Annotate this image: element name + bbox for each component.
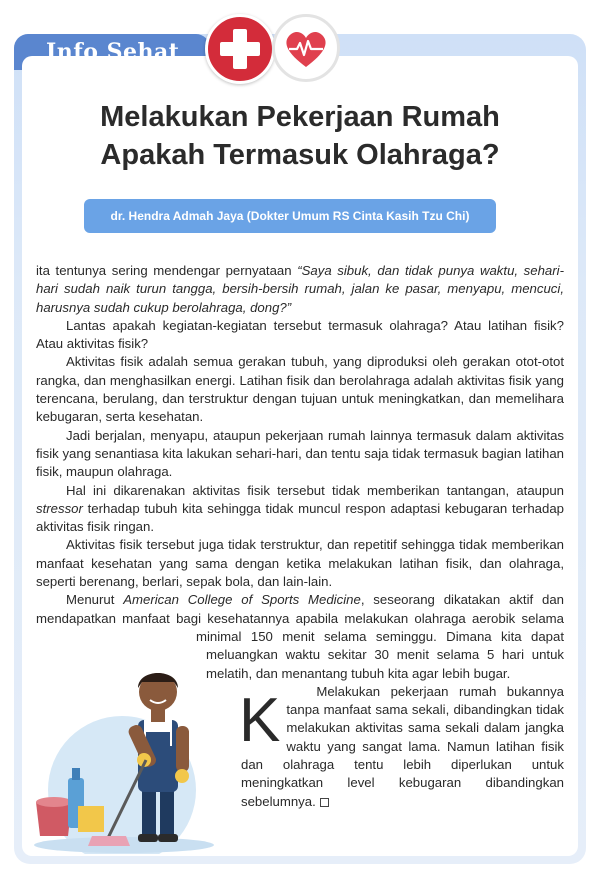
medical-cross-icon bbox=[205, 14, 275, 84]
paragraph-5: Hal ini dikarenakan aktivitas fisik tersebut tidak memberikan tantangan, ataupun stressor terhadap tubuh kita sehingga tidak muncul respon adaptasi kebugaran terhadap aktivitas fisik ringan. bbox=[36, 482, 564, 535]
quote: “Saya sibuk, dan tidak punya waktu, sehari-hari sudah naik turun tangga, bersih-bersih rumah, jalan ke pasar, menyapu, mencuci, harusnya sudah cukup berolahraga, dong?” bbox=[36, 263, 564, 315]
section-label: Info Sehat bbox=[46, 39, 180, 65]
end-mark-icon bbox=[320, 798, 329, 807]
paragraph-2: Lantas apakah kegiatan-kegiatan tersebut termasuk olahraga? Atau latihan fisik? Atau aktivitas fisik? bbox=[36, 317, 564, 352]
paragraph-3: Aktivitas fisik adalah semua gerakan tubuh, yang diproduksi oleh gerakan otot-otot rangka, dan menghasilkan energi. Latihan fisik dan berolahraga adalah aktivitas fisik yang terencana, berulang, dan terstruktur dengan tujuan untuk meningkatkan, dan memelihara kebugaran, serta kesehatan. bbox=[36, 354, 564, 425]
paragraph-6: Aktivitas fisik tersebut juga tidak terstruktur, dan repetitif sehingga tidak memberikan manfaat kesehatan yang sama dengan ketika melakukan latihan fisik, dan olahraga, seperti berenang, berlari, sepak bola, dan lain-lain. bbox=[36, 537, 564, 590]
paragraph-7: Menurut American College of Sports Medicine, seseorang dikatakan aktif dan mendapatkan manfaat bagi kesehatannya apabila melakukan olahraga aerobik selama minimal 150 menit selama seminggu. Dimana kita dapat meluangkan waktu sekitar 30 menit selama 5 hari untuk melatih, dan menantang tubuh kita agar lebih bugar. bbox=[36, 592, 564, 681]
paragraph-4: Jadi berjalan, menyapu, ataupun pekerjaan rumah lainnya termasuk dalam aktivitas fisik yang senantiasa kita lakukan sehari-hari, dan tentu saja tidak termasuk bagian latihan fisik, maupun olahraga. bbox=[36, 427, 564, 480]
article-title bbox=[30, 98, 570, 174]
title-line-2: Apakah Termasuk Olahraga? bbox=[100, 139, 500, 171]
heart-pulse-icon bbox=[272, 14, 340, 82]
paragraph-1: K ita tentunya sering mendengar pernyataan “Saya sibuk, dan tidak punya waktu, sehari-hari sudah naik turun tangga, bersih-bersih rumah, jalan ke pasar, menyapu, mencuci, harusnya sudah cukup berolahraga, dong?” bbox=[36, 263, 564, 755]
title-line-1: Melakukan Pekerjaan Rumah bbox=[100, 101, 500, 133]
author-banner: dr. Hendra Admah Jaya (Dokter Umum RS Cinta Kasih Tzu Chi) bbox=[84, 199, 496, 233]
paragraph-8: Melakukan pekerjaan rumah bukannya tanpa manfaat sama sekali, dibandingkan tidak melakukan aktivitas sama sekali dalam jangka waktu yang sangat lama. Namun latihan fisik dan olahraga tentu lebih diperlukan untuk meningkatkan level kebugaran dibandingkan sebelumnya. bbox=[241, 683, 564, 809]
drop-cap: K bbox=[239, 686, 281, 755]
cleaning-person-illustration bbox=[34, 640, 234, 854]
